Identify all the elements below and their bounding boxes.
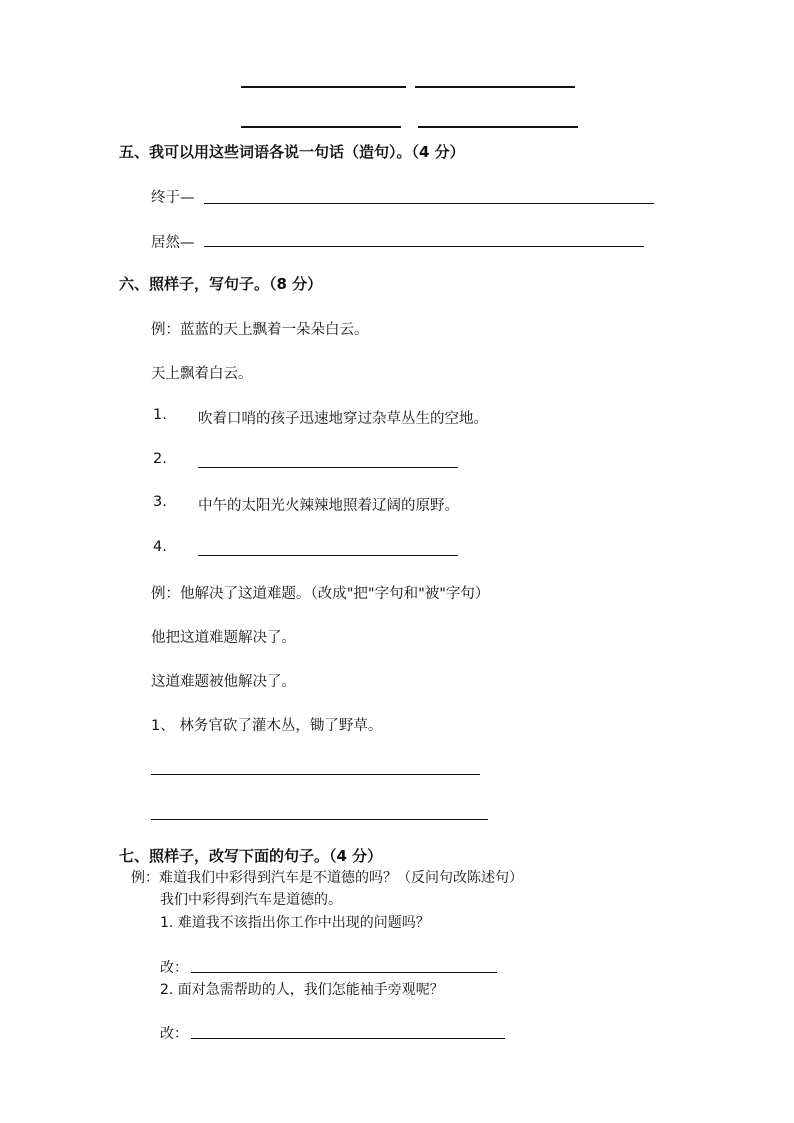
section6-q4-number: 4.	[153, 539, 167, 555]
section7-heading: 七、照样子，改写下面的句子。（4 分）	[119, 847, 383, 865]
section6-example2: 例：他解决了这道难题。（改成"把"字句和"被"字句）	[151, 586, 490, 602]
answer-line-top-3[interactable]	[241, 126, 401, 128]
section7-q2-answer-line[interactable]	[191, 1038, 505, 1039]
section5-word-1: 终于—	[151, 190, 195, 206]
section7-q1-label: 改：	[160, 960, 188, 976]
section7-example: 例：难道我们中彩得到汽车是不道德的吗？（反问句改陈述句）	[131, 870, 523, 886]
answer-line-top-4[interactable]	[418, 126, 578, 128]
answer-line-top-2[interactable]	[415, 86, 575, 88]
section7-q1-answer-line[interactable]	[191, 972, 497, 973]
section5-answer-line-1[interactable]	[204, 203, 654, 204]
section7-q2-text: 2. 面对急需帮助的人，我们怎能袖手旁观呢？	[160, 982, 444, 998]
section7-q1-text: 1. 难道我不该指出你工作中出现的问题吗？	[160, 915, 430, 931]
section6-example1: 例：蓝蓝的天上飘着一朵朵白云。	[151, 322, 369, 338]
section5-word-2: 居然—	[151, 235, 195, 251]
section6-q4-answer-line[interactable]	[198, 555, 458, 556]
section6-example1-answer: 天上飘着白云。	[151, 366, 253, 382]
section6-q5-answer-line-2[interactable]	[151, 819, 488, 820]
section6-q2-number: 2.	[153, 451, 167, 467]
answer-line-top-1[interactable]	[241, 86, 406, 88]
section6-q3-number: 3.	[153, 494, 167, 510]
section6-q5-text: 1、 林务官砍了灌木丛，锄了野草。	[151, 718, 383, 734]
section6-heading: 六、照样子，写句子。（8 分）	[119, 275, 323, 293]
section6-q1-number: 1.	[153, 407, 167, 423]
section6-q1-text: 吹着口哨的孩子迅速地穿过杂草丛生的空地。	[198, 411, 488, 427]
section5-heading: 五、我可以用这些词语各说一句话（造句）。（4 分）	[119, 143, 465, 161]
section6-example2-answer-ba: 他把这道难题解决了。	[151, 630, 296, 646]
section6-example2-answer-bei: 这道难题被他解决了。	[151, 674, 296, 690]
section7-q2-label: 改：	[160, 1026, 188, 1042]
section5-answer-line-2[interactable]	[204, 246, 644, 247]
section6-q2-answer-line[interactable]	[198, 467, 458, 468]
section6-q5-answer-line-1[interactable]	[151, 774, 480, 775]
section6-q3-text: 中午的太阳光火辣辣地照着辽阔的原野。	[198, 498, 459, 514]
section7-example-answer: 我们中彩得到汽车是道德的。	[160, 892, 342, 908]
